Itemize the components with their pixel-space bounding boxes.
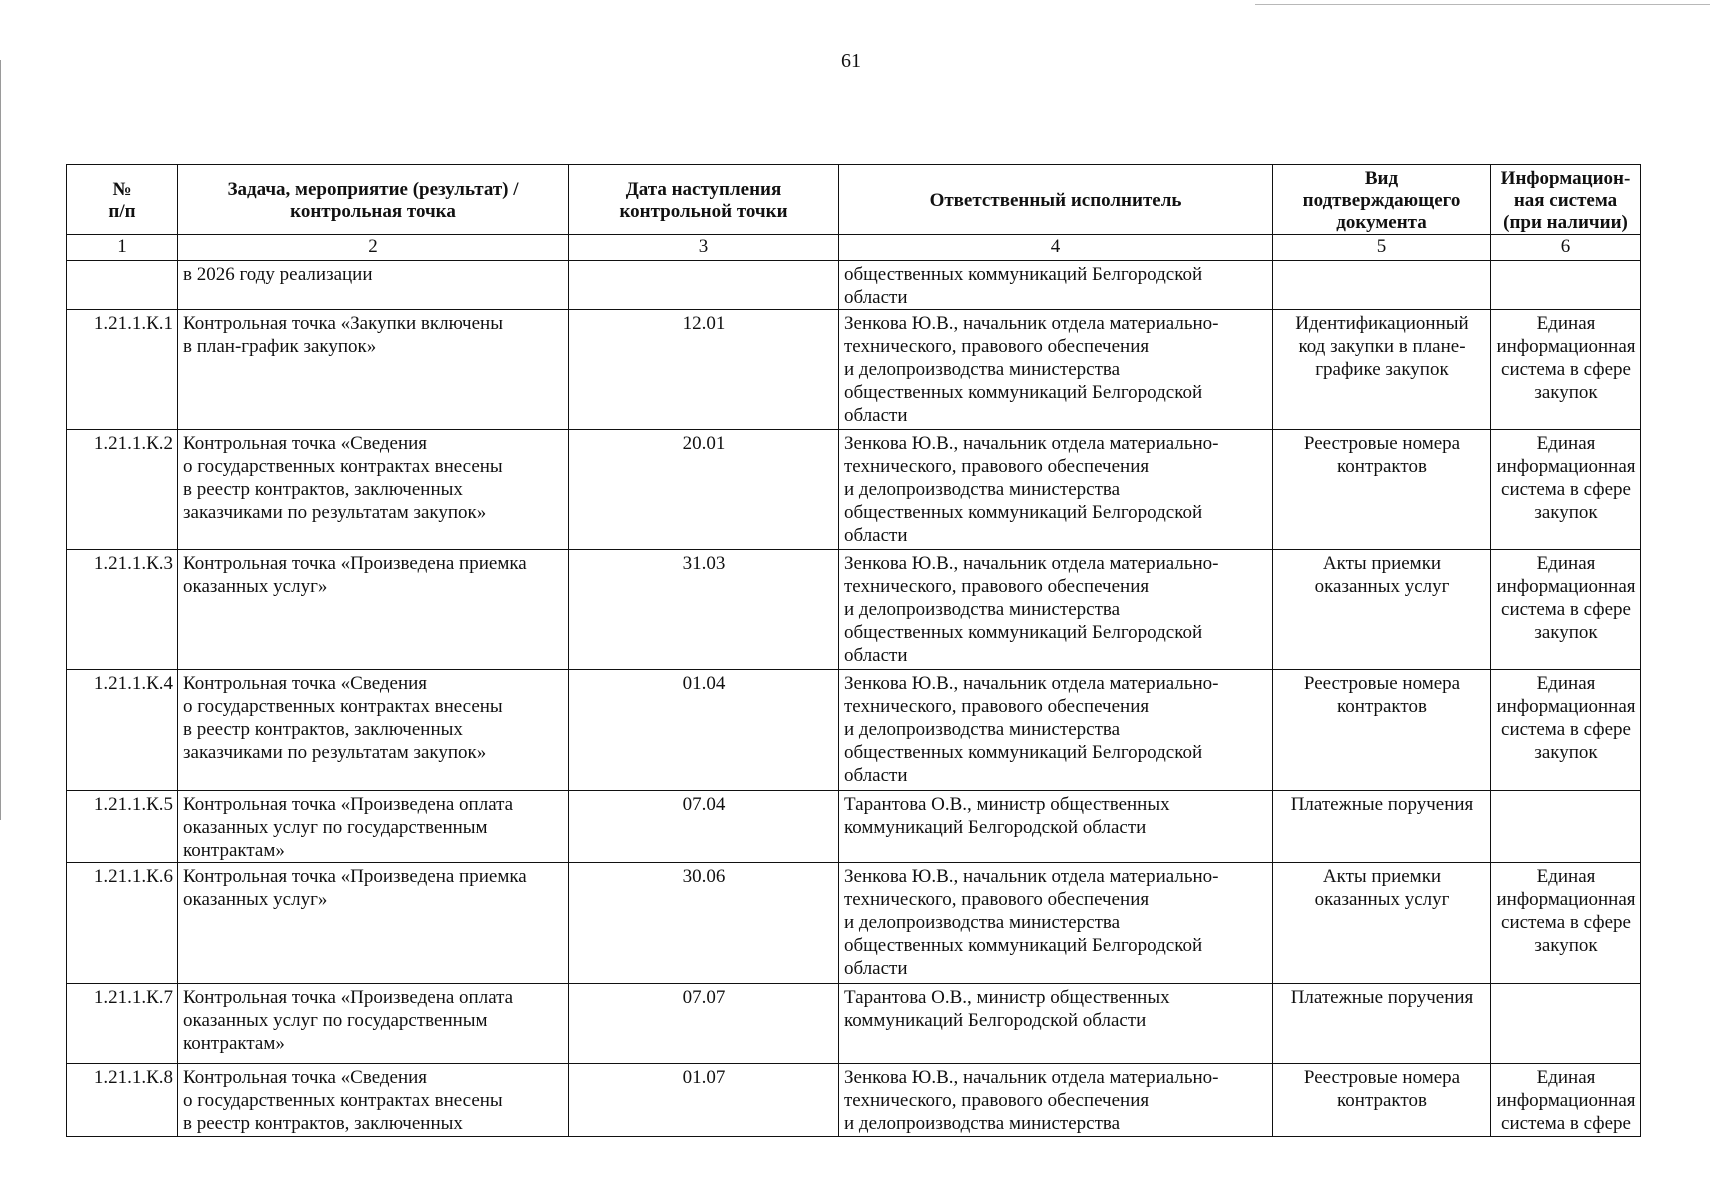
header-document: Вид подтверждающего документа xyxy=(1273,165,1491,235)
row-date: 20.01 xyxy=(569,430,839,550)
row-date: 30.06 xyxy=(569,863,839,984)
row-number xyxy=(67,261,178,310)
row-task: в 2026 году реализации xyxy=(178,261,569,310)
row-executor: Зенкова Ю.В., начальник отдела материально- технического, правового обеспечения и делопроизводства министерства общественных коммуникаций Белгородской области xyxy=(839,863,1273,984)
table-row xyxy=(67,670,1641,791)
top-edge-line xyxy=(1255,4,1710,5)
row-task: Контрольная точка «Произведена оплата оказанных услуг по государственным контрактам» xyxy=(178,984,569,1064)
row-date: 12.01 xyxy=(569,310,839,430)
row-system: Единая информационная система в сфере xyxy=(1491,1064,1641,1137)
row-number: 1.21.1.К.3 xyxy=(67,550,178,670)
row-number: 1.21.1.К.2 xyxy=(67,430,178,550)
row-number: 1.21.1.К.7 xyxy=(67,984,178,1064)
row-date: 07.04 xyxy=(569,791,839,863)
table-row xyxy=(67,1064,1641,1137)
table-row xyxy=(67,310,1641,430)
header-system: Информацион- ная система (при наличии) xyxy=(1491,165,1641,235)
column-number: 2 xyxy=(178,235,569,261)
row-number: 1.21.1.К.5 xyxy=(67,791,178,863)
table-row xyxy=(67,863,1641,984)
header-row xyxy=(67,165,1641,235)
row-document: Акты приемки оказанных услуг xyxy=(1273,550,1491,670)
table-row xyxy=(67,984,1641,1064)
column-number: 4 xyxy=(839,235,1273,261)
row-task: Контрольная точка «Произведена приемка оказанных услуг» xyxy=(178,863,569,984)
row-number: 1.21.1.К.1 xyxy=(67,310,178,430)
header-executor: Ответственный исполнитель xyxy=(839,165,1273,235)
row-executor: Зенкова Ю.В., начальник отдела материально- технического, правового обеспечения и делопроизводства министерства общественных коммуникаций Белгородской области xyxy=(839,310,1273,430)
header-number: № п/п xyxy=(67,165,178,235)
row-date xyxy=(569,261,839,310)
row-executor: общественных коммуникаций Белгородской области xyxy=(839,261,1273,310)
row-number: 1.21.1.К.4 xyxy=(67,670,178,791)
row-task: Контрольная точка «Сведения о государственных контрактах внесены в реестр контрактов, заключенных заказчиками по результатам закупок» xyxy=(178,670,569,791)
row-executor: Тарантова О.В., министр общественных коммуникаций Белгородской области xyxy=(839,984,1273,1064)
table-row xyxy=(67,791,1641,863)
column-number: 6 xyxy=(1491,235,1641,261)
row-number: 1.21.1.К.8 xyxy=(67,1064,178,1137)
header-task: Задача, мероприятие (результат) / контрольная точка xyxy=(178,165,569,235)
row-task: Контрольная точка «Сведения о государственных контрактах внесены в реестр контрактов, заключенных xyxy=(178,1064,569,1137)
row-executor: Тарантова О.В., министр общественных коммуникаций Белгородской области xyxy=(839,791,1273,863)
column-number-row xyxy=(67,235,1641,261)
control-points-table xyxy=(66,164,1641,1137)
row-system: Единая информационная система в сфере закупок xyxy=(1491,550,1641,670)
row-number: 1.21.1.К.6 xyxy=(67,863,178,984)
column-number: 1 xyxy=(67,235,178,261)
row-system: Единая информационная система в сфере закупок xyxy=(1491,430,1641,550)
column-number: 3 xyxy=(569,235,839,261)
row-date: 07.07 xyxy=(569,984,839,1064)
row-system: Единая информационная система в сфере закупок xyxy=(1491,863,1641,984)
row-task: Контрольная точка «Произведена приемка оказанных услуг» xyxy=(178,550,569,670)
row-document: Реестровые номера контрактов xyxy=(1273,430,1491,550)
table-row xyxy=(67,261,1641,310)
row-document: Платежные поручения xyxy=(1273,984,1491,1064)
table-row xyxy=(67,550,1641,670)
row-document: Акты приемки оказанных услуг xyxy=(1273,863,1491,984)
row-date: 01.07 xyxy=(569,1064,839,1137)
row-document: Идентификационный код закупки в плане- графике закупок xyxy=(1273,310,1491,430)
row-date: 31.03 xyxy=(569,550,839,670)
row-task: Контрольная точка «Произведена оплата оказанных услуг по государственным контрактам» xyxy=(178,791,569,863)
row-document xyxy=(1273,261,1491,310)
row-system xyxy=(1491,261,1641,310)
header-date: Дата наступления контрольной точки xyxy=(569,165,839,235)
row-document: Реестровые номера контрактов xyxy=(1273,1064,1491,1137)
row-task: Контрольная точка «Сведения о государственных контрактах внесены в реестр контрактов, заключенных заказчиками по результатам закупок» xyxy=(178,430,569,550)
page-number: 61 xyxy=(841,50,861,72)
row-executor: Зенкова Ю.В., начальник отдела материально- технического, правового обеспечения и делопроизводства министерства общественных коммуникаций Белгородской области xyxy=(839,550,1273,670)
row-system: Единая информационная система в сфере закупок xyxy=(1491,670,1641,791)
row-executor: Зенкова Ю.В., начальник отдела материально- технического, правового обеспечения и делопроизводства министерства xyxy=(839,1064,1273,1137)
column-number: 5 xyxy=(1273,235,1491,261)
left-margin-line xyxy=(0,60,1,820)
row-date: 01.04 xyxy=(569,670,839,791)
row-document: Платежные поручения xyxy=(1273,791,1491,863)
row-document: Реестровые номера контрактов xyxy=(1273,670,1491,791)
row-task: Контрольная точка «Закупки включены в план-график закупок» xyxy=(178,310,569,430)
table-row xyxy=(67,430,1641,550)
row-executor: Зенкова Ю.В., начальник отдела материально- технического, правового обеспечения и делопроизводства министерства общественных коммуникаций Белгородской области xyxy=(839,670,1273,791)
row-system xyxy=(1491,984,1641,1064)
row-system: Единая информационная система в сфере закупок xyxy=(1491,310,1641,430)
row-executor: Зенкова Ю.В., начальник отдела материально- технического, правового обеспечения и делопроизводства министерства общественных коммуникаций Белгородской области xyxy=(839,430,1273,550)
row-system xyxy=(1491,791,1641,863)
